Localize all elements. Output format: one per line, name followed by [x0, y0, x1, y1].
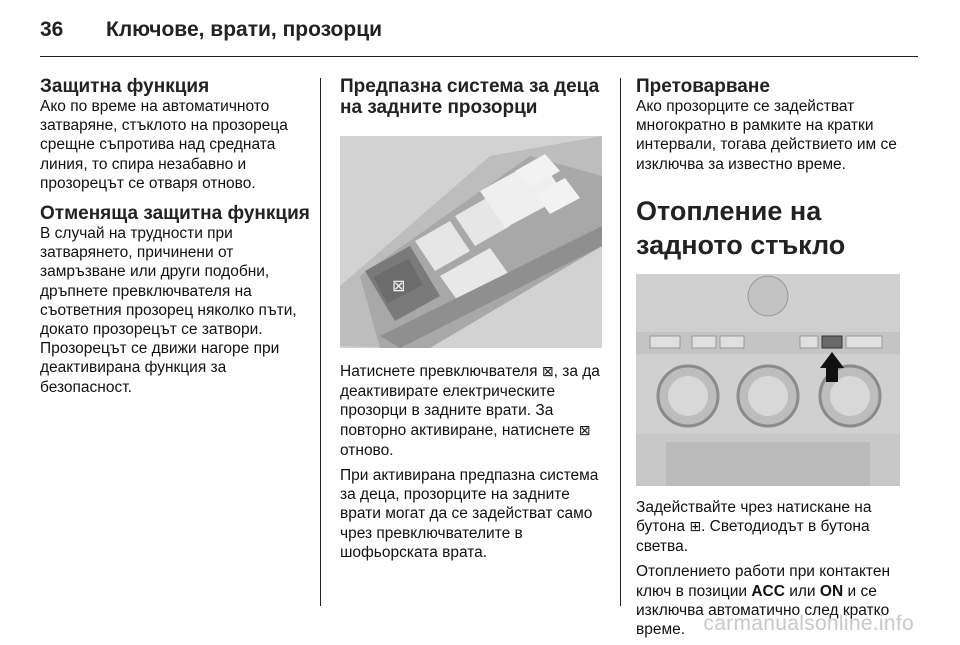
paragraph: При активирана предпазна система за деца, прозорците на задните врати могат да се задействат само чрез превключвателите в шофьорската врата.: [340, 467, 599, 561]
paragraph: Отоплението работи при контактен ключ в позиции ACC или ON и се изключва автоматично след кратко време.: [636, 563, 891, 639]
watermark: carmanualsonline.info: [703, 612, 914, 635]
child-lock-icon: ⊠: [541, 364, 554, 380]
chapter-title: Ключове, врати, прозорци: [106, 18, 383, 41]
paragraph: Ако по време на автоматичното затваряне, стъклото на прозореца срещне съпротива над средната линия, то спира незабавно и прозорецът се отваря отново.: [40, 98, 288, 192]
section-heading: Защитна функция: [40, 76, 210, 97]
climate-panel-illustration: [636, 274, 900, 486]
paragraph: В случай на трудности при затварянето, причинени от замръзване или други подобни, дръпнете превключвателя на съответния прозорец няколко пъти, докато прозорецът се затвори. Прозорецът се движи нагоре при деактивирана функция за безопасност.: [40, 225, 297, 396]
column-divider: [320, 78, 321, 606]
paragraph: Натиснете превключвателя ⊠, за да деактивирате електрическите прозорци в задните врати. За повторно активиране, натиснете ⊠ отново.: [340, 363, 600, 459]
column-1: [40, 76, 312, 403]
section-heading-large: Отопление на задното стъкло: [636, 195, 846, 260]
column-divider: [620, 78, 621, 606]
section-heading: Предпазна система за деца на задните прозорци: [340, 76, 600, 118]
column-2: [340, 76, 606, 568]
window-switch-illustration: [340, 136, 602, 348]
column-3: [636, 76, 906, 645]
section-heading: Претоварване: [636, 76, 770, 97]
rear-window-heater-icon: ⊞: [689, 519, 702, 536]
child-lock-icon: ⊠: [392, 278, 406, 295]
header-rule: [40, 56, 918, 57]
paragraph: Ако прозорците се задействат многократно в рамките на кратки интервали, тогава действието им се изключва за известно време.: [636, 98, 897, 173]
child-lock-icon: ⊠: [578, 422, 591, 439]
page-header: [40, 18, 382, 42]
page-number: 36: [40, 18, 64, 41]
paragraph: Задействайте чрез натискане на бутона ⊞. Светодиодът в бутона светва.: [636, 498, 872, 556]
section-heading: Отменяща защитна функция: [40, 203, 310, 225]
